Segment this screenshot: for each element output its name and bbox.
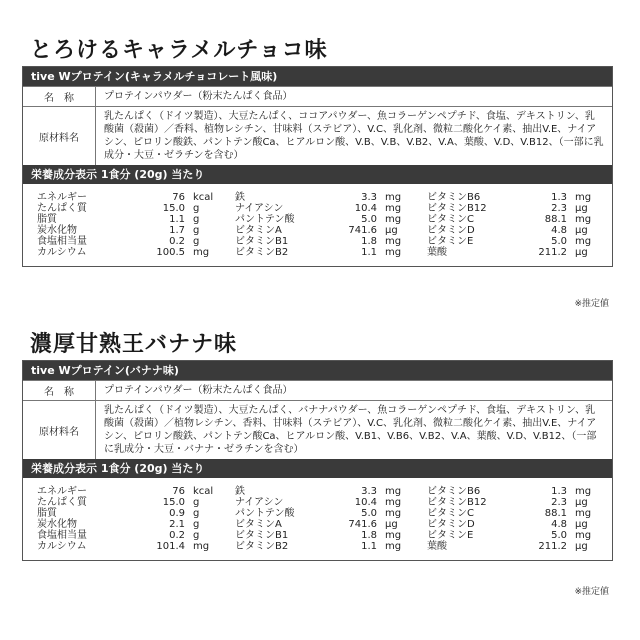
nutrient-unit: mg bbox=[385, 236, 402, 247]
nutrient-row bbox=[223, 541, 415, 552]
nutrient-value: 15.0 bbox=[162, 497, 185, 508]
nutrient-row bbox=[23, 497, 223, 508]
ingredients-label: 原材料名 bbox=[23, 107, 96, 165]
name-value: プロテインパウダー（粉末たんぱく食品） bbox=[104, 91, 293, 102]
nutrient-row bbox=[23, 508, 223, 519]
nutrient-unit: mg bbox=[575, 530, 592, 541]
nutrition-column bbox=[415, 486, 605, 552]
nutrient-value: 88.1 bbox=[544, 214, 567, 225]
nutrient-row bbox=[223, 497, 415, 508]
nutrient-name: ビタミンB1 bbox=[235, 530, 289, 541]
nutrient-unit: μg bbox=[575, 225, 588, 236]
nutrient-value: 741.6 bbox=[348, 519, 377, 530]
nutrient-unit: g bbox=[193, 203, 200, 214]
nutrient-row bbox=[23, 486, 223, 497]
nutrient-value: 2.1 bbox=[169, 519, 185, 530]
nutrient-name: 葉酸 bbox=[427, 247, 447, 258]
nutrient-value: 1.1 bbox=[169, 214, 185, 225]
nutrient-value: 15.0 bbox=[162, 203, 185, 214]
nutrient-value: 76 bbox=[172, 192, 185, 203]
ingredients-value: 乳たんぱく（ドイツ製造）、大豆たんぱく、バナナパウダー、魚コラーゲンペプチド、食塩、デキストリン、乳酸菌（殺菌）／植物レシチン、香料、甘味料（ステビア）、V.C、乳化剤、微粒二酸化ケイ素、抽出V.E、ナイアシン、ピロリン酸鉄、パントテン酸Ca、ヒアルロン酸、V.B1、V.B6、V.B2、V.A、葉酸、V.D、V.B12、（一部に乳成分・大豆・バナナ・ゼラチンを含む） bbox=[104, 405, 597, 455]
nutrition-column bbox=[23, 486, 223, 552]
nutrient-name: 食塩相当量 bbox=[37, 530, 87, 541]
nutrient-row bbox=[223, 247, 415, 258]
nutrient-name: たんぱく質 bbox=[37, 203, 87, 214]
estimate-note: ※推定値 bbox=[574, 299, 609, 309]
nutrient-unit: g bbox=[193, 214, 200, 225]
nutrient-value: 211.2 bbox=[538, 541, 567, 552]
nutrient-unit: mg bbox=[575, 214, 592, 225]
nutrient-name: ビタミンB2 bbox=[235, 247, 289, 258]
nutrient-value: 1.8 bbox=[361, 530, 377, 541]
nutrient-name: ビタミンC bbox=[427, 508, 474, 519]
nutrient-unit: mg bbox=[193, 247, 210, 258]
nutrient-unit: mg bbox=[575, 486, 592, 497]
nutrient-row bbox=[223, 214, 415, 225]
nutrient-value: 1.1 bbox=[361, 541, 377, 552]
nutrient-value: 0.2 bbox=[169, 236, 185, 247]
nutrient-value: 4.8 bbox=[551, 519, 567, 530]
name-label: 名 称 bbox=[23, 87, 96, 106]
nutrient-unit: mg bbox=[385, 497, 402, 508]
nutrient-row bbox=[223, 192, 415, 203]
nutrient-unit: μg bbox=[385, 519, 398, 530]
nutrient-unit: μg bbox=[575, 497, 588, 508]
nutrient-unit: g bbox=[193, 497, 200, 508]
nutrient-unit: kcal bbox=[193, 192, 214, 203]
nutrient-value: 2.3 bbox=[551, 203, 567, 214]
nutrient-name: 鉄 bbox=[235, 486, 245, 497]
ingredients-row bbox=[23, 400, 612, 459]
flavor-title: とろけるキャラメルチョコ味 bbox=[30, 38, 328, 63]
nutrient-value: 211.2 bbox=[538, 247, 567, 258]
nutrient-name: ビタミンE bbox=[427, 236, 474, 247]
name-row bbox=[23, 380, 612, 400]
nutrient-unit: g bbox=[193, 236, 200, 247]
product-name-bar: tive Wプロテイン(バナナ味) bbox=[23, 361, 612, 380]
nutrient-name: ナイアシン bbox=[235, 203, 284, 214]
nutrient-name: 葉酸 bbox=[427, 541, 447, 552]
nutrient-row bbox=[223, 530, 415, 541]
nutrient-unit: mg bbox=[385, 530, 402, 541]
ingredients-label: 原材料名 bbox=[23, 401, 96, 459]
nutrient-value: 1.8 bbox=[361, 236, 377, 247]
nutrient-name: エネルギー bbox=[37, 192, 87, 203]
nutrient-name: ビタミンA bbox=[235, 225, 282, 236]
nutrient-value: 0.9 bbox=[169, 508, 185, 519]
nutrient-value: 0.2 bbox=[169, 530, 185, 541]
nutrient-name: 鉄 bbox=[235, 192, 245, 203]
nutrient-row bbox=[415, 497, 605, 508]
nutrient-unit: mg bbox=[385, 508, 402, 519]
nutrient-name: 炭水化物 bbox=[37, 519, 77, 530]
nutrient-unit: mg bbox=[385, 192, 402, 203]
nutrient-row bbox=[415, 203, 605, 214]
nutrient-value: 3.3 bbox=[361, 192, 377, 203]
nutrient-name: 脂質 bbox=[37, 214, 57, 225]
nutrient-name: カルシウム bbox=[37, 247, 87, 258]
nutrient-unit: μg bbox=[575, 541, 588, 552]
nutrient-unit: mg bbox=[385, 486, 402, 497]
nutrient-unit: μg bbox=[575, 203, 588, 214]
nutrition-header: 栄養成分表示 1食分 (20g) 当たり bbox=[23, 165, 612, 184]
nutrient-value: 3.3 bbox=[361, 486, 377, 497]
name-row bbox=[23, 86, 612, 106]
nutrient-value: 1.1 bbox=[361, 247, 377, 258]
nutrient-value: 5.0 bbox=[551, 530, 567, 541]
nutrient-unit: μg bbox=[575, 519, 588, 530]
nutrient-unit: g bbox=[193, 530, 200, 541]
nutrient-value: 1.3 bbox=[551, 192, 567, 203]
nutrient-value: 5.0 bbox=[361, 508, 377, 519]
nutrient-row bbox=[415, 530, 605, 541]
nutrient-unit: mg bbox=[575, 236, 592, 247]
nutrient-name: 脂質 bbox=[37, 508, 57, 519]
nutrition-column bbox=[23, 192, 223, 258]
nutrient-value: 5.0 bbox=[361, 214, 377, 225]
nutrient-unit: mg bbox=[385, 214, 402, 225]
nutrient-row bbox=[415, 508, 605, 519]
nutrient-name: ビタミンB12 bbox=[427, 497, 487, 508]
nutrient-name: ビタミンA bbox=[235, 519, 282, 530]
nutrient-value: 4.8 bbox=[551, 225, 567, 236]
nutrient-name: エネルギー bbox=[37, 486, 87, 497]
nutrient-value: 10.4 bbox=[354, 203, 377, 214]
nutrient-row bbox=[23, 519, 223, 530]
nutrient-value: 88.1 bbox=[544, 508, 567, 519]
nutrient-value: 76 bbox=[172, 486, 185, 497]
estimate-note: ※推定値 bbox=[574, 587, 609, 597]
nutrient-row bbox=[23, 236, 223, 247]
nutrient-name: ナイアシン bbox=[235, 497, 284, 508]
label-table bbox=[22, 360, 613, 561]
nutrition-grid bbox=[23, 184, 612, 266]
nutrient-row bbox=[23, 214, 223, 225]
nutrient-value: 5.0 bbox=[551, 236, 567, 247]
nutrient-row bbox=[223, 225, 415, 236]
nutrient-unit: kcal bbox=[193, 486, 214, 497]
name-value: プロテインパウダー（粉末たんぱく食品） bbox=[104, 385, 293, 396]
nutrient-row bbox=[223, 203, 415, 214]
nutrient-unit: mg bbox=[193, 541, 210, 552]
nutrient-value: 1.3 bbox=[551, 486, 567, 497]
nutrient-row bbox=[23, 203, 223, 214]
nutrient-unit: g bbox=[193, 519, 200, 530]
nutrient-value: 100.5 bbox=[156, 247, 185, 258]
nutrient-name: 食塩相当量 bbox=[37, 236, 87, 247]
flavor-title: 濃厚甘熟王バナナ味 bbox=[30, 332, 238, 357]
nutrient-unit: μg bbox=[385, 225, 398, 236]
nutrition-header: 栄養成分表示 1食分 (20g) 当たり bbox=[23, 459, 612, 478]
ingredients-row bbox=[23, 106, 612, 165]
nutrient-value: 1.7 bbox=[169, 225, 185, 236]
nutrient-unit: mg bbox=[385, 541, 402, 552]
nutrient-row bbox=[223, 519, 415, 530]
nutrient-name: ビタミンB1 bbox=[235, 236, 289, 247]
nutrient-unit: mg bbox=[385, 203, 402, 214]
nutrient-row bbox=[223, 486, 415, 497]
nutrient-unit: mg bbox=[385, 247, 402, 258]
nutrient-row bbox=[23, 225, 223, 236]
nutrient-row bbox=[415, 486, 605, 497]
nutrient-row bbox=[23, 541, 223, 552]
label-table bbox=[22, 66, 613, 267]
nutrient-name: 炭水化物 bbox=[37, 225, 77, 236]
nutrient-row bbox=[415, 236, 605, 247]
nutrient-row bbox=[223, 508, 415, 519]
nutrition-column bbox=[223, 486, 415, 552]
nutrient-unit: mg bbox=[575, 508, 592, 519]
nutrient-name: パントテン酸 bbox=[235, 214, 295, 225]
nutrient-name: ビタミンB6 bbox=[427, 486, 481, 497]
nutrient-name: ビタミンD bbox=[427, 519, 475, 530]
name-label: 名 称 bbox=[23, 381, 96, 400]
nutrient-row bbox=[415, 192, 605, 203]
product-section-caramel bbox=[22, 36, 613, 309]
nutrient-row bbox=[415, 541, 605, 552]
nutrient-name: ビタミンD bbox=[427, 225, 475, 236]
nutrient-name: パントテン酸 bbox=[235, 508, 295, 519]
nutrient-value: 101.4 bbox=[156, 541, 185, 552]
nutrition-grid bbox=[23, 478, 612, 560]
nutrition-column bbox=[223, 192, 415, 258]
nutrient-name: たんぱく質 bbox=[37, 497, 87, 508]
nutrient-name: ビタミンB12 bbox=[427, 203, 487, 214]
nutrient-value: 10.4 bbox=[354, 497, 377, 508]
nutrient-name: ビタミンB6 bbox=[427, 192, 481, 203]
nutrient-row bbox=[415, 225, 605, 236]
nutrient-name: カルシウム bbox=[37, 541, 87, 552]
nutrient-row bbox=[415, 519, 605, 530]
product-name-bar: tive Wプロテイン(キャラメルチョコレート風味) bbox=[23, 67, 612, 86]
nutrition-column bbox=[415, 192, 605, 258]
nutrient-row bbox=[223, 236, 415, 247]
nutrient-value: 741.6 bbox=[348, 225, 377, 236]
nutrient-row bbox=[23, 192, 223, 203]
nutrient-row bbox=[23, 247, 223, 258]
nutrient-name: ビタミンE bbox=[427, 530, 474, 541]
nutrient-unit: g bbox=[193, 225, 200, 236]
nutrient-unit: g bbox=[193, 508, 200, 519]
nutrient-row bbox=[415, 214, 605, 225]
nutrient-unit: μg bbox=[575, 247, 588, 258]
nutrient-value: 2.3 bbox=[551, 497, 567, 508]
product-section-banana bbox=[22, 330, 613, 597]
nutrient-row bbox=[23, 530, 223, 541]
nutrient-name: ビタミンC bbox=[427, 214, 474, 225]
ingredients-value: 乳たんぱく（ドイツ製造）、大豆たんぱく、ココアパウダー、魚コラーゲンペプチド、食塩、デキストリン、乳酸菌（殺菌）／香料、植物レシチン、甘味料（ステビア）、V.C、乳化剤、微粒二酸化ケイ素、抽出V.E、ナイア シン、ピロリン酸鉄、パントテン酸Ca、ヒアルロン酸、V.B、V.B、V.B2、V.A、葉酸、V.D、V.B12、（一部に乳成分・大豆・ゼラチンを含む） bbox=[104, 111, 604, 161]
nutrient-name: ビタミンB2 bbox=[235, 541, 289, 552]
nutrient-unit: mg bbox=[575, 192, 592, 203]
nutrient-row bbox=[415, 247, 605, 258]
